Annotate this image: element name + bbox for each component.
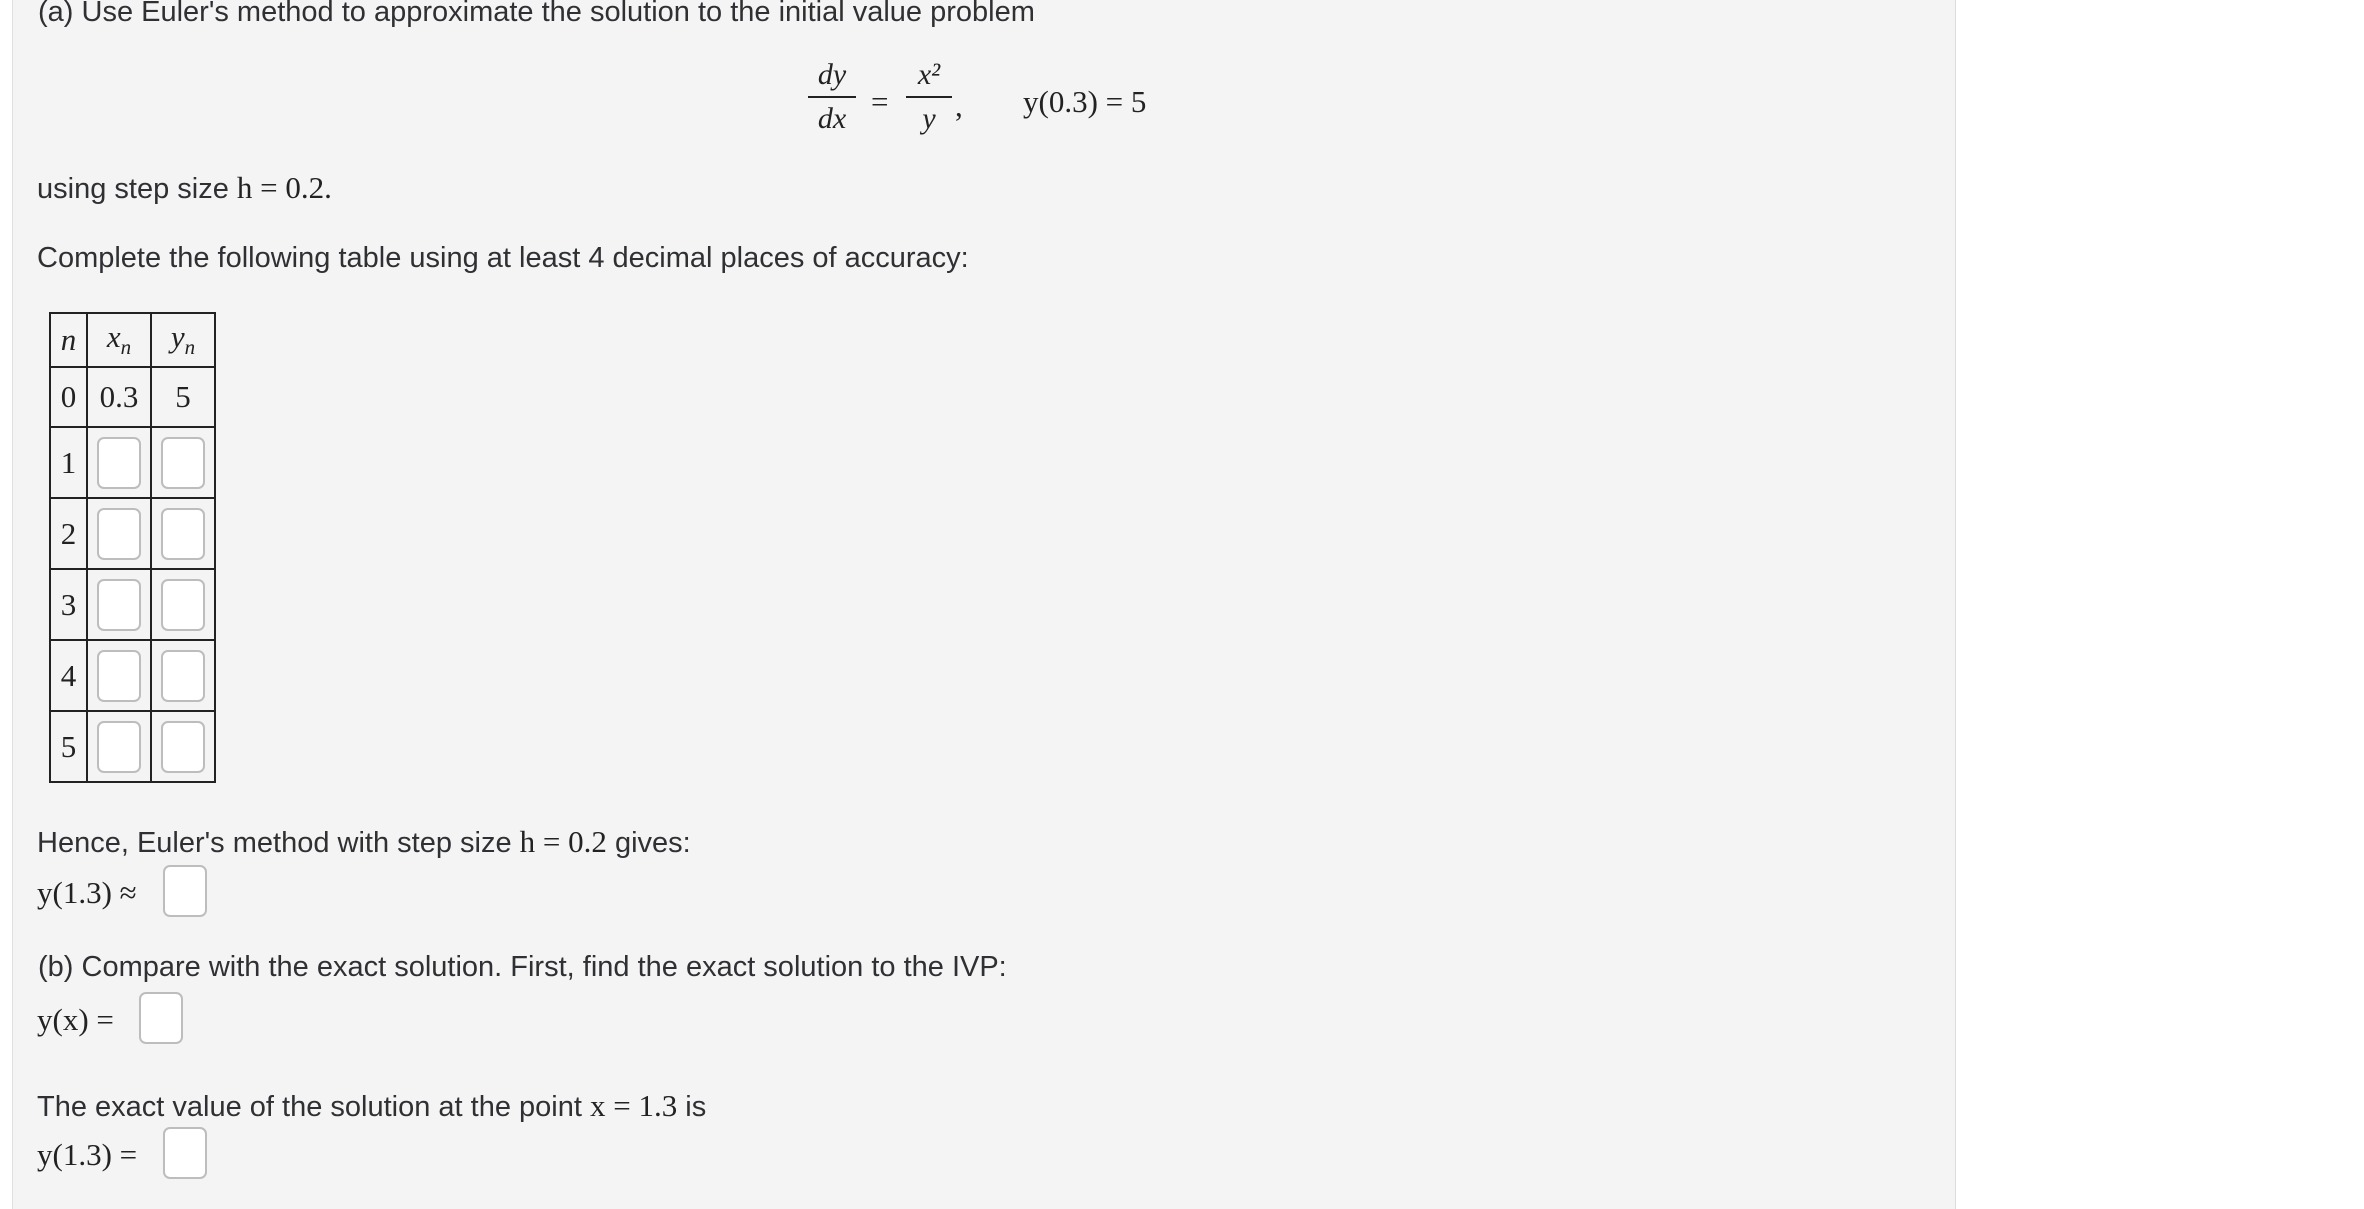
exact-value-suffix: is xyxy=(677,1091,707,1123)
table-header-row xyxy=(50,313,215,367)
table-row xyxy=(50,569,215,640)
table-instruction: Complete the following table using at least 4 decimal places of accuracy: xyxy=(37,242,969,274)
row-4-x-cell xyxy=(87,640,151,711)
row-5-y-cell xyxy=(151,711,215,782)
row-3-y-cell xyxy=(151,569,215,640)
header-yn: $y_n$ xyxy=(151,313,215,367)
x3-input[interactable] xyxy=(97,579,141,631)
hence-prefix: Hence, Euler's method with step size xyxy=(37,827,520,859)
row-1-y-cell xyxy=(151,427,215,498)
y3-input[interactable] xyxy=(161,579,205,631)
row-2-x-cell xyxy=(87,498,151,569)
table-row xyxy=(50,427,215,498)
ode-rhs-fraction xyxy=(906,58,952,136)
row-3-n: 3 xyxy=(50,569,87,640)
row-2-y-cell xyxy=(151,498,215,569)
exact-value-math: x = 1.3 xyxy=(589,1088,678,1123)
euler-table xyxy=(49,312,216,783)
y4-input[interactable] xyxy=(161,650,205,702)
row-0-y: 5 xyxy=(151,367,215,427)
hence-line xyxy=(37,826,691,858)
hence-math: h = 0.2 xyxy=(519,824,607,859)
exact-value-label: y(1.3) = xyxy=(37,1137,138,1172)
fraction-bar xyxy=(808,96,856,98)
ode-comma: , xyxy=(955,88,963,123)
ode-equals: = xyxy=(871,84,889,119)
approx-label: y(1.3) ≈ xyxy=(37,875,137,910)
y2-input[interactable] xyxy=(161,508,205,560)
x5-input[interactable] xyxy=(97,721,141,773)
exact-solution-input[interactable] xyxy=(139,992,183,1044)
step-size-math: h = 0.2. xyxy=(236,170,332,205)
row-0-x: 0.3 xyxy=(87,367,151,427)
ode-lhs-numerator: dy xyxy=(817,58,847,91)
problem-panel xyxy=(12,0,1956,1209)
fraction-bar xyxy=(906,96,952,98)
row-1-n: 1 xyxy=(50,427,87,498)
approx-y13-input[interactable] xyxy=(163,865,207,917)
row-2-n: 2 xyxy=(50,498,87,569)
x1-input[interactable] xyxy=(97,437,141,489)
hence-suffix: gives: xyxy=(606,827,691,859)
exact-solution-label: y(x) = xyxy=(37,1002,114,1037)
row-3-x-cell xyxy=(87,569,151,640)
ode-rhs-numerator: x² xyxy=(917,58,941,91)
table-row xyxy=(50,640,215,711)
step-size-prefix: using step size xyxy=(37,173,237,205)
table-row xyxy=(50,367,215,427)
exact-value-line xyxy=(37,1090,706,1122)
table-row xyxy=(50,498,215,569)
exact-value-prefix: The exact value of the solution at the point xyxy=(37,1091,590,1123)
row-4-y-cell xyxy=(151,640,215,711)
step-size-line xyxy=(37,172,332,204)
x4-input[interactable] xyxy=(97,650,141,702)
part-a-intro: (a) Use Euler's method to approximate the solution to the initial value problem xyxy=(38,0,1035,28)
row-5-x-cell xyxy=(87,711,151,782)
initial-condition: y(0.3) = 5 xyxy=(1023,84,1147,119)
ode-lhs-denominator: dx xyxy=(817,102,847,135)
row-5-n: 5 xyxy=(50,711,87,782)
part-b-intro: (b) Compare with the exact solution. First, find the exact solution to the IVP: xyxy=(38,951,1007,983)
x2-input[interactable] xyxy=(97,508,141,560)
header-n: n xyxy=(50,313,87,367)
row-4-n: 4 xyxy=(50,640,87,711)
ode-rhs-denominator: y xyxy=(922,102,936,135)
y5-input[interactable] xyxy=(161,721,205,773)
row-0-n: 0 xyxy=(50,367,87,427)
exact-y13-input[interactable] xyxy=(163,1127,207,1179)
y1-input[interactable] xyxy=(161,437,205,489)
header-xn: $x_n$ xyxy=(87,313,151,367)
ode-lhs-fraction xyxy=(808,58,856,136)
row-1-x-cell xyxy=(87,427,151,498)
table-row xyxy=(50,711,215,782)
